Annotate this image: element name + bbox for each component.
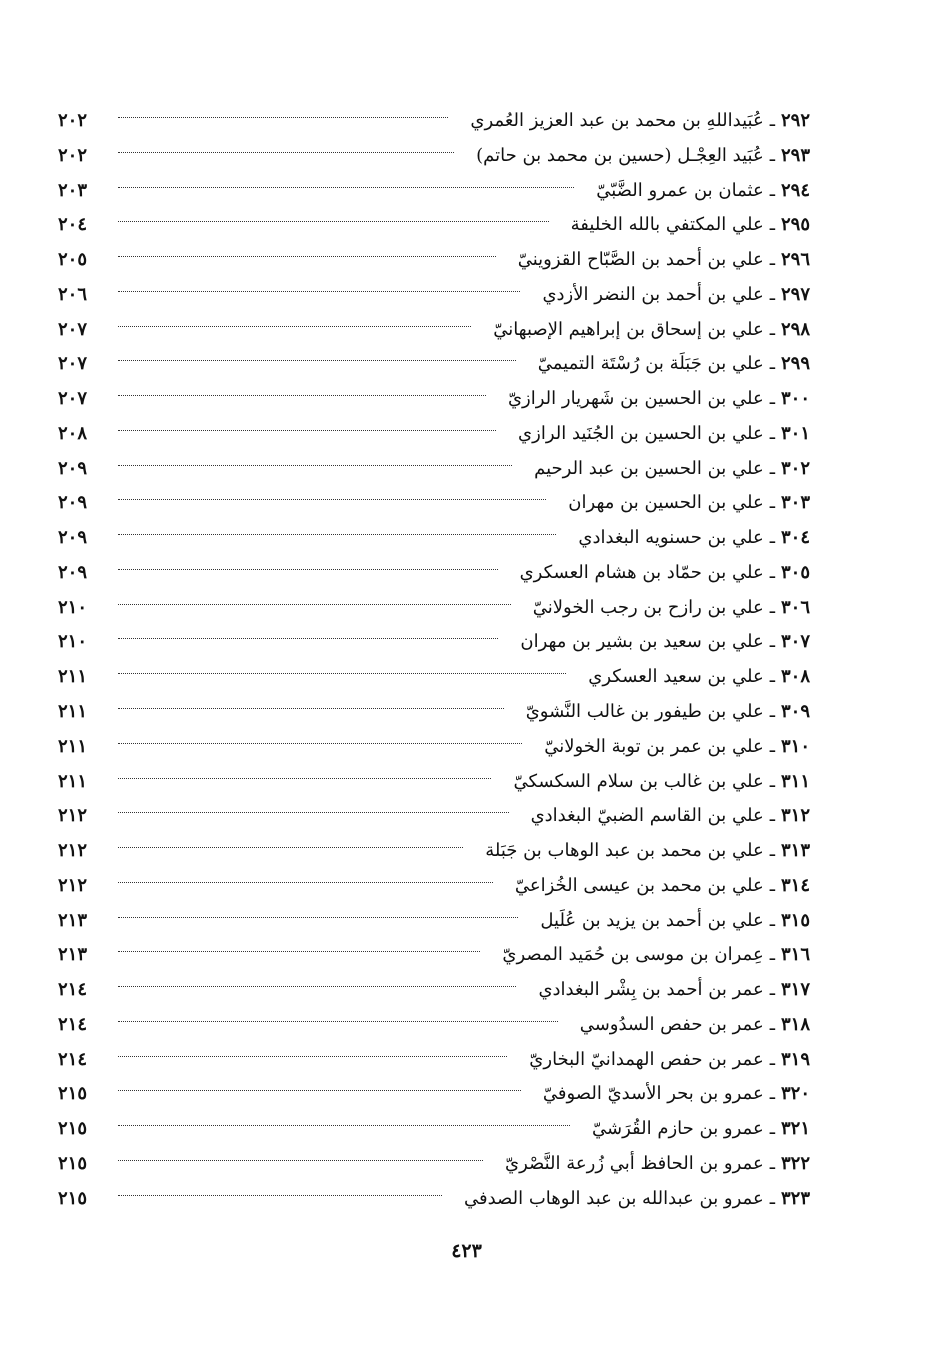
entry-number: ٢٩٥ [780,214,810,236]
entry-number: ٣٠٢ [780,457,810,479]
toc-entry [58,869,810,903]
entry-title: عمرو بن حازم القُرَشيّ [592,1118,764,1140]
entry-number: ٣١٥ [780,909,810,931]
entry-title: علي بن سعيد العسكري [588,666,764,688]
entry-title: علي بن عمر بن توبة الخولانيّ [544,735,764,757]
dot-leader [118,569,498,570]
entry-number: ٢٩٣ [780,144,810,166]
toc-entry [58,1147,810,1181]
entry-page: ٢١٢ [58,874,88,896]
dot-leader [118,673,566,674]
toc-entry [58,208,810,242]
entry-page: ٢١٠ [58,596,88,618]
entry-page: ٢١١ [58,735,88,757]
dot-leader [118,1195,442,1196]
entry-page: ٢١١ [58,770,88,792]
entry-number: ٣١٢ [780,805,810,827]
entry-page: ٢١٣ [58,944,88,966]
entry-separator: ـ [769,631,775,653]
toc-entry [58,521,810,555]
entry-page: ٢١٤ [58,979,88,1001]
entry-separator: ـ [769,249,775,271]
entry-separator: ـ [769,944,775,966]
dot-leader [118,743,522,744]
entry-title: عُبَيد العِجْـل (حسين بن محمد بن حاتم) [476,144,764,166]
entry-page: ٢٠٦ [58,283,88,305]
entry-title: عمر بن حفص السدُوسي [579,1013,764,1035]
entry-separator: ـ [769,735,775,757]
entry-separator: ـ [769,770,775,792]
entry-separator: ـ [769,840,775,862]
entry-number: ٣٢٣ [780,1187,810,1209]
dot-leader [118,708,504,709]
dot-leader [118,291,520,292]
toc-entry [58,1077,810,1111]
entry-separator: ـ [769,805,775,827]
entry-number: ٢٩٢ [780,110,810,131]
entry-separator: ـ [769,1187,775,1209]
toc-entry [58,625,810,659]
entry-number: ٣١٨ [780,1013,810,1035]
toc-entry [58,243,810,277]
entry-page: ٢١٥ [58,1083,88,1105]
toc-entry [58,278,810,312]
toc-entry [58,799,810,833]
entry-page: ٢٠٥ [58,249,88,271]
dot-leader [118,152,454,153]
entry-separator: ـ [769,666,775,688]
entry-separator: ـ [769,214,775,236]
entry-page: ٢٠٧ [58,318,88,340]
entry-page: ٢١٢ [58,805,88,827]
toc-entry [58,730,810,764]
dot-leader [118,1125,570,1126]
entry-number: ٣٢١ [780,1118,810,1140]
entry-number: ٣١٩ [780,1048,810,1070]
entry-number: ٢٩٩ [780,353,810,375]
entry-title: علي بن غالب بن سلام السكسكيّ [513,770,764,792]
entry-number: ٢٩٨ [780,318,810,340]
toc-entry [58,104,810,138]
dot-leader [118,917,518,918]
entry-number: ٣٠٩ [780,701,810,723]
entry-number: ٣٠١ [780,422,810,444]
toc-entry [58,695,810,729]
entry-title: علي بن القاسم الضبيّ البغدادي [530,805,764,827]
toc-entry [58,904,810,938]
dot-leader [118,256,496,257]
entry-number: ٢٩٧ [780,283,810,305]
toc-entry [58,938,810,972]
entry-title: علي بن سعيد بن بشير بن مهران [520,631,764,653]
entry-title: عُبَيداللهِ بن محمد بن عبد العزيز العُمري [470,110,764,131]
dot-leader [118,1160,483,1161]
dot-leader [118,430,496,431]
entry-separator: ـ [769,179,775,201]
entry-title: علي بن أحمد بن النضر الأزدي [542,283,764,305]
dot-leader [118,221,549,222]
toc-entry [58,591,810,625]
entry-page: ٢١٣ [58,909,88,931]
entry-page: ٢٠٩ [58,492,88,514]
entry-separator: ـ [769,492,775,514]
entry-title: علي بن إسحاق بن إبراهيم الإصبهانيّ [493,318,764,340]
entry-separator: ـ [769,388,775,410]
entry-number: ٢٩٦ [780,249,810,271]
dot-leader [118,187,574,188]
entry-number: ٣٠٥ [780,561,810,583]
toc-entry [58,417,810,451]
entry-title: علي بن الحسين بن عبد الرحيم [534,457,764,479]
dot-leader [118,117,448,118]
toc-entry [58,139,810,173]
entry-title: علي بن طيفور بن غالب النَّشويّ [525,701,764,723]
entry-title: علي بن الحسين بن شَهريار الرازيّ [507,388,764,410]
entry-title: عمرو بن الحافظ أبي زُرعة النَّصْريّ [504,1152,764,1174]
dot-leader [118,812,509,813]
entry-separator: ـ [769,1013,775,1035]
dot-leader [118,360,516,361]
entry-separator: ـ [769,110,775,131]
toc-entry [58,452,810,486]
toc-entry [58,1112,810,1146]
entry-page: ٢١٥ [58,1152,88,1174]
dot-leader [118,986,516,987]
entry-page: ٢٠٩ [58,457,88,479]
entry-title: عمرو بن بحر الأسديّ الصوفيّ [542,1083,764,1105]
entry-separator: ـ [769,1118,775,1140]
entry-page: ٢٠٤ [58,214,88,236]
entry-page: ٢٠٢ [58,110,88,131]
entry-separator: ـ [769,1048,775,1070]
entry-title: علي المكتفي بالله الخليفة [570,214,764,236]
entry-separator: ـ [769,909,775,931]
dot-leader [118,847,463,848]
toc-entry [58,973,810,1007]
entry-number: ٣١٠ [780,735,810,757]
entry-separator: ـ [769,283,775,305]
entry-separator: ـ [769,979,775,1001]
entry-separator: ـ [769,1152,775,1174]
entry-separator: ـ [769,144,775,166]
entry-page: ٢١٢ [58,840,88,862]
entry-page: ٢١٠ [58,631,88,653]
entry-separator: ـ [769,527,775,549]
dot-leader [118,951,480,952]
entry-page: ٢١٥ [58,1187,88,1209]
dot-leader [118,326,471,327]
entry-title: علي بن محمد بن عبد الوهاب بن جَبَلة [485,840,764,862]
entry-number: ٣١٣ [780,840,810,862]
toc-entry [58,174,810,208]
toc-entry [58,765,810,799]
entry-separator: ـ [769,561,775,583]
entry-page: ٢٠٧ [58,388,88,410]
entry-title: علي بن حمّاد بن هشام العسكري [519,561,764,583]
entry-title: علي بن جَبَلَة بن رُسْتَة التميميّ [537,353,764,375]
toc-entry [58,347,810,381]
entry-number: ٣١٤ [780,874,810,896]
dot-leader [118,1090,521,1091]
entry-title: علي بن رازح بن رجب الخولانيّ [532,596,764,618]
entry-page: ٢٠٨ [58,422,88,444]
toc-entry [58,556,810,590]
dot-leader [118,604,511,605]
entry-number: ٣٠٠ [780,388,810,410]
entry-title: علي بن الحسين بن الجُنَيد الرازي [518,422,764,444]
entry-title: عمرو بن عبدالله بن عبد الوهاب الصدفي [463,1187,764,1209]
entry-separator: ـ [769,596,775,618]
dot-leader [118,882,493,883]
entry-page: ٢١١ [58,666,88,688]
entry-page: ٢١٤ [58,1013,88,1035]
entry-separator: ـ [769,1083,775,1105]
entry-title: علي بن أحمد بن يزيد بن عُلَيل [540,909,764,931]
page-number: ٤٢٣ [451,1240,482,1262]
entry-number: ٣٢٢ [780,1152,810,1174]
entry-title: علي بن الحسين بن مهران [568,492,764,514]
entry-page: ٢٠٧ [58,353,88,375]
entry-number: ٣٠٦ [780,596,810,618]
toc-entry [58,660,810,694]
entry-number: ٣١٧ [780,979,810,1001]
dot-leader [118,465,512,466]
entry-number: ٣٠٧ [780,631,810,653]
entry-page: ٢٠٣ [58,179,88,201]
dot-leader [118,1056,507,1057]
dot-leader [118,1021,558,1022]
toc-entry [58,834,810,868]
entry-page: ٢٠٢ [58,144,88,166]
entry-number: ٣٠٤ [780,527,810,549]
entry-page: ٢٠٩ [58,527,88,549]
toc-entry [58,1043,810,1077]
entry-page: ٢١٤ [58,1048,88,1070]
entry-separator: ـ [769,353,775,375]
entry-title: علي بن أحمد بن الصَّبّاح القزوينيّ [517,249,764,271]
entry-separator: ـ [769,422,775,444]
toc-entry [58,486,810,520]
entry-number: ٣٢٠ [780,1083,810,1105]
toc-entry [58,1182,810,1216]
toc-entry [58,382,810,416]
entry-page: ٢١١ [58,701,88,723]
table-of-contents [58,104,810,1216]
entry-page: ٢١٥ [58,1118,88,1140]
entry-title: علي بن محمد بن عيسى الخُزاعيّ [514,874,764,896]
dot-leader [118,778,491,779]
entry-title: علي بن حسنويه البغدادي [578,527,764,549]
entry-separator: ـ [769,457,775,479]
entry-number: ٣٠٣ [780,492,810,514]
entry-separator: ـ [769,701,775,723]
dot-leader [118,534,556,535]
entry-title: عِمران بن موسى بن حُمَيد المصريّ [502,944,764,966]
entry-separator: ـ [769,874,775,896]
entry-title: عمر بن حفص الهمدانيّ البخاريّ [529,1048,764,1070]
toc-entry [58,313,810,347]
dot-leader [118,395,486,396]
entry-number: ٣١١ [780,770,810,792]
dot-leader [118,499,546,500]
entry-title: عمر بن أحمد بن بِشْر البغدادي [538,979,764,1001]
toc-entry [58,1008,810,1042]
entry-number: ٣١٦ [780,944,810,966]
entry-page: ٢٠٩ [58,561,88,583]
entry-number: ٢٩٤ [780,179,810,201]
entry-number: ٣٠٨ [780,666,810,688]
dot-leader [118,638,498,639]
entry-separator: ـ [769,318,775,340]
entry-title: عثمان بن عمرو الضَّبّيّ [596,179,764,201]
